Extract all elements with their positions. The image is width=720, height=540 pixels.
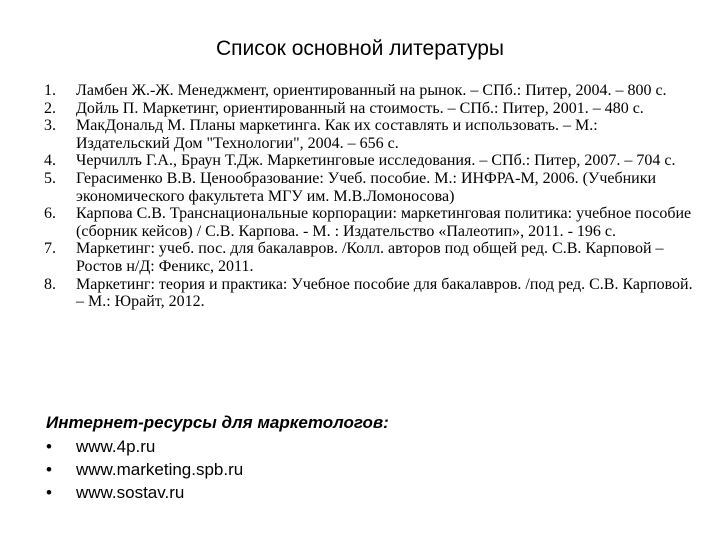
link-item [46, 435, 243, 458]
resource-link[interactable]: www.marketing.spb.ru [76, 460, 244, 479]
reference-text: Ламбен Ж.-Ж. Менеджмент, ориентированный на рынок. – СПб.: Питер, 2004. – 800 с. [76, 82, 667, 99]
item-number: 8. [44, 275, 56, 293]
item-number: 4. [44, 152, 56, 170]
reference-text: Маркетинг: теория и практика: Учебное пособие для бакалавров. /под ред. С.В. Карповой. – М.: Юрайт, 2012. [76, 275, 693, 311]
page-title: Список основной литературы [216, 37, 504, 60]
item-number: 3. [44, 117, 56, 135]
list-item [44, 276, 694, 311]
internet-resources-heading: Интернет-ресурсы для маркетологов: [46, 413, 389, 432]
item-number: 2. [44, 99, 56, 117]
list-item [44, 152, 694, 170]
item-number: 5. [44, 169, 56, 187]
reference-text: Черчиллъ Г.А., Браун Т.Дж. Маркетинговые исследования. – СПб.: Питер, 2007. – 704 с. [76, 152, 676, 170]
link-item [46, 481, 243, 504]
list-item [44, 170, 694, 205]
link-item [46, 458, 243, 481]
bullet-icon: • [46, 460, 52, 479]
resource-link[interactable]: www.4p.ru [76, 437, 156, 456]
item-number: 7. [44, 240, 56, 258]
reference-text: Дойль П. Маркетинг, ориентированный на стоимость. – СПб.: Питер, 2001. – 480 с. [76, 99, 644, 117]
item-number: 1. [44, 82, 56, 99]
resource-link[interactable]: www.sostav.ru [76, 483, 185, 502]
resource-links [46, 435, 243, 504]
list-item [44, 117, 694, 152]
bullet-icon: • [46, 483, 52, 502]
reference-text: Герасименко В.В. Ценообразование: Учеб. пособие. М.: ИНФРА-М, 2006. (Учебники экономического факультета МГУ им. М.В.Ломоносова) [76, 169, 657, 205]
reference-text: Маркетинг: учеб. пос. для бакалавров. /Колл. авторов под общей ред. С.В. Карповой – Ростов н/Д: Феникс, 2011. [76, 240, 664, 275]
reference-text: Карпова С.В. Транснациональные корпорации: маркетинговая политика: учебное пособие (сборник кейсов) / С.В. Карпова. - М. : Издательство «Палеотип», 2011. - 196 с. [76, 205, 692, 240]
reference-list [44, 82, 694, 311]
bullet-icon: • [46, 437, 52, 456]
list-item [44, 82, 694, 100]
list-item [44, 100, 694, 118]
item-number: 6. [44, 205, 56, 223]
list-item [44, 240, 694, 275]
reference-text: МакДональд М. Планы маркетинга. Как их составлять и использовать. – М.: Издательский Дом "Технологии", 2004. – 656 с. [76, 117, 598, 152]
list-item [44, 205, 694, 240]
